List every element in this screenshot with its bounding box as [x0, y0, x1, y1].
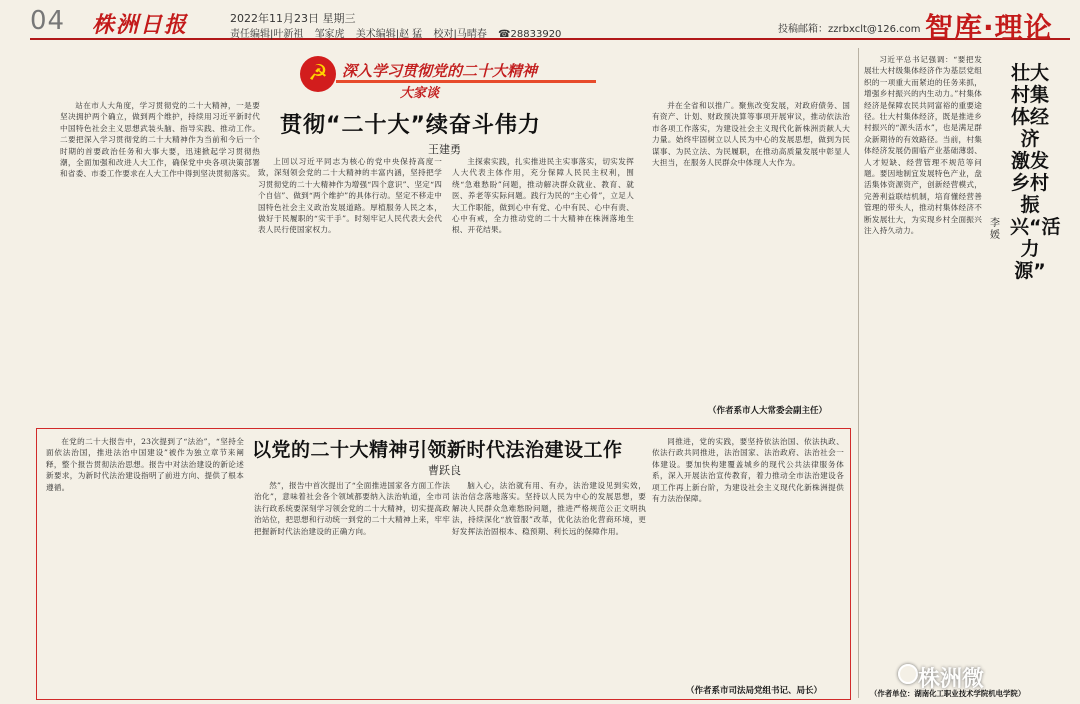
party-emblem-icon: ☭ [300, 56, 336, 92]
sidebar-headline: 壮大村集体经济 激发乡村振兴“活力源” [1010, 62, 1061, 282]
article-paragraph: 主探索实践，扎实推进民主实事落实，切实发挥人大代表主体作用，充分保障人民民主权利，围绕“急难愁盼”问题，推动解决群众就业、教育、就医、养老等实际问题。践行为民的“主心骨”，立足人大工作职能，做到心中有党、心中有民、心中有责、心中有戒，全力推动党的二十大精神在株洲落地生根、开花结果。 [452, 157, 634, 235]
article-paragraph: 在党的二十大报告中，23次提到了“法治”，“坚持全面依法治国，推进法治中国建设”被作为独立章节来阐释，整个报告贯彻法治思想。报告中对法治建设的新论述新要求，为新时代法治建设指明了前进方向、提供了根本遵循。 [46, 437, 244, 492]
article-paragraph: 并在全省和以推广。聚焦改变发展，对政府债务、国有资产、计划、财政预决算等事项开展审议，推动依法治市各项工作落实，为建设社会主义现代化新株洲贡献人大力量。始终牢固树立以人民为中心的发展思想，做到为民谋事、为民立法、为民履职，在推动高质量发展中彰显人大担当，在服务人民群众中体现人大作为。 [652, 101, 850, 168]
wechat-icon [898, 664, 918, 684]
publication-date: 2022年11月23日 星期三 [230, 12, 356, 25]
article-column [452, 480, 646, 694]
author-signature: （作者系市人大常委会副主任） [708, 406, 828, 416]
watermark: 株洲微 [918, 667, 985, 692]
author-signature: （作者系市司法局党组书记、局长） [686, 686, 823, 696]
phone-number: ☎28833920 [498, 29, 562, 40]
editor-credit: 校对|马晴春 [433, 29, 487, 40]
author-signature: （作者单位：湖南化工职业技术学院机电学院） [870, 689, 1026, 698]
article-column [60, 100, 260, 420]
editor-credit: 美术编辑|赵 猛 [355, 29, 423, 40]
editor-credit: 责任编辑|叶新祖 [230, 29, 304, 40]
article-headline: 以党的二十大精神引领新时代法治建设工作 [252, 439, 623, 461]
article-column [652, 436, 844, 680]
newspaper-name: 株洲日报 [92, 12, 189, 38]
editor-credits [230, 25, 569, 40]
column-banner [300, 52, 600, 101]
banner-title: 深入学习贯彻党的二十大精神 [342, 62, 538, 80]
article-paragraph: 习近平总书记强调：“要把发展壮大村级集体经济作为基层党组织的一项重大而紧迫的任务来抓，增强乡村振兴的内生动力。”村集体经济是保障农民共同富裕的重要途径。壮大村集体经济，既是推进乡村振兴的“源头活水”，也是满足群众新期待的有效路径。当前，村集体经济发展仍面临产业基础薄弱、人才短缺、经营管理不规范等问题。要因地制宜发展特色产业，盘活集体资源资产，创新经营模式，完善利益联结机制，培育懂经营善管理的带头人，推动村集体经济不断发展壮大，为实现乡村全面振兴注入持久动力。 [864, 55, 982, 236]
article-paragraph: 同推进，党的实践，要坚持依法治国、依法执政、依法行政共同推进，法治国家、法治政府、法治社会一体建设。要加快构建覆盖城乡的现代公共法律服务体系，深入开展法治宣传教育，着力推动全市法治建设各项工作再上新台阶，为建设社会主义现代化新株洲提供有力法治保障。 [652, 437, 844, 504]
article-paragraph: 脑入心，法治就有用、有办，法治建设见到实效，法治信念落地落实。坚持以人民为中心的发展思想，要解决人民群众急难愁盼问题，推进严格规范公正文明执法，持续深化“放管服”改革，优化法治化营商环境，更好发挥法治固根本、稳预期、利长远的保障作用。 [452, 481, 646, 536]
article-author: 曹跃良 [428, 464, 461, 477]
article-column [258, 156, 442, 420]
sidebar-author: 李媛 [990, 218, 1000, 241]
article-author: 王建勇 [428, 143, 461, 156]
page-number: 04 [30, 6, 66, 36]
section-title: 智库·理论 [925, 11, 1053, 44]
article-column [254, 480, 450, 694]
article-paragraph: 上回以习近平同志为核心的党中央保持高度一致，深刻领会党的二十大精神的丰富内涵，坚持把学习贯彻党的二十大精神作为增强“四个意识”、坚定“四个自信”、做到“两个维护”的具体行动。坚定不移走中国特色社会主义政治发展道路。厚植服务人民之本，做好于民履职的“实干手”。时刻牢记人民代表大会代表人民行使国家权力。 [258, 157, 442, 235]
sidebar-text [864, 54, 982, 662]
article-headline: 贯彻“二十大”续奋斗伟力 [280, 113, 541, 138]
editor-credit: 邹家虎 [314, 29, 345, 40]
banner-subtitle: 大家谈 [400, 86, 440, 101]
article-column [652, 100, 850, 400]
article-column [46, 436, 244, 694]
column-divider [858, 48, 859, 698]
article-column [452, 156, 634, 420]
article-paragraph: 站在市人大角度，学习贯彻党的二十大精神，一是要坚决拥护两个确立，做到两个维护，持续用习近平新时代中国特色社会主义思想武装头脑、指导实践、推动工作。二要把深入学习贯彻党的二十大精神作为当前和今后一个时期的首要政治任务和大事大要，迅速掀起学习贯彻热潮，全面加强和改进人大工作，确保党中央各项决策部署和省委、市委工作要求在人大工作中得到坚决贯彻落实。 [60, 101, 260, 179]
submission-email: 投稿邮箱：zzrbxclt@126.com [778, 24, 921, 35]
article-paragraph: 然”，报告中首次提出了“全面推进国家各方面工作法治化”，意味着社会各个领域都要纳入法治轨道，全市司法行政系统要深刻学习领会党的二十大精神，切实提高政治站位，把思想和行动统一到党的二十大精神上来，牢牢把握新时代法治建设的正确方向。 [254, 481, 450, 536]
page-header [30, 6, 1070, 44]
